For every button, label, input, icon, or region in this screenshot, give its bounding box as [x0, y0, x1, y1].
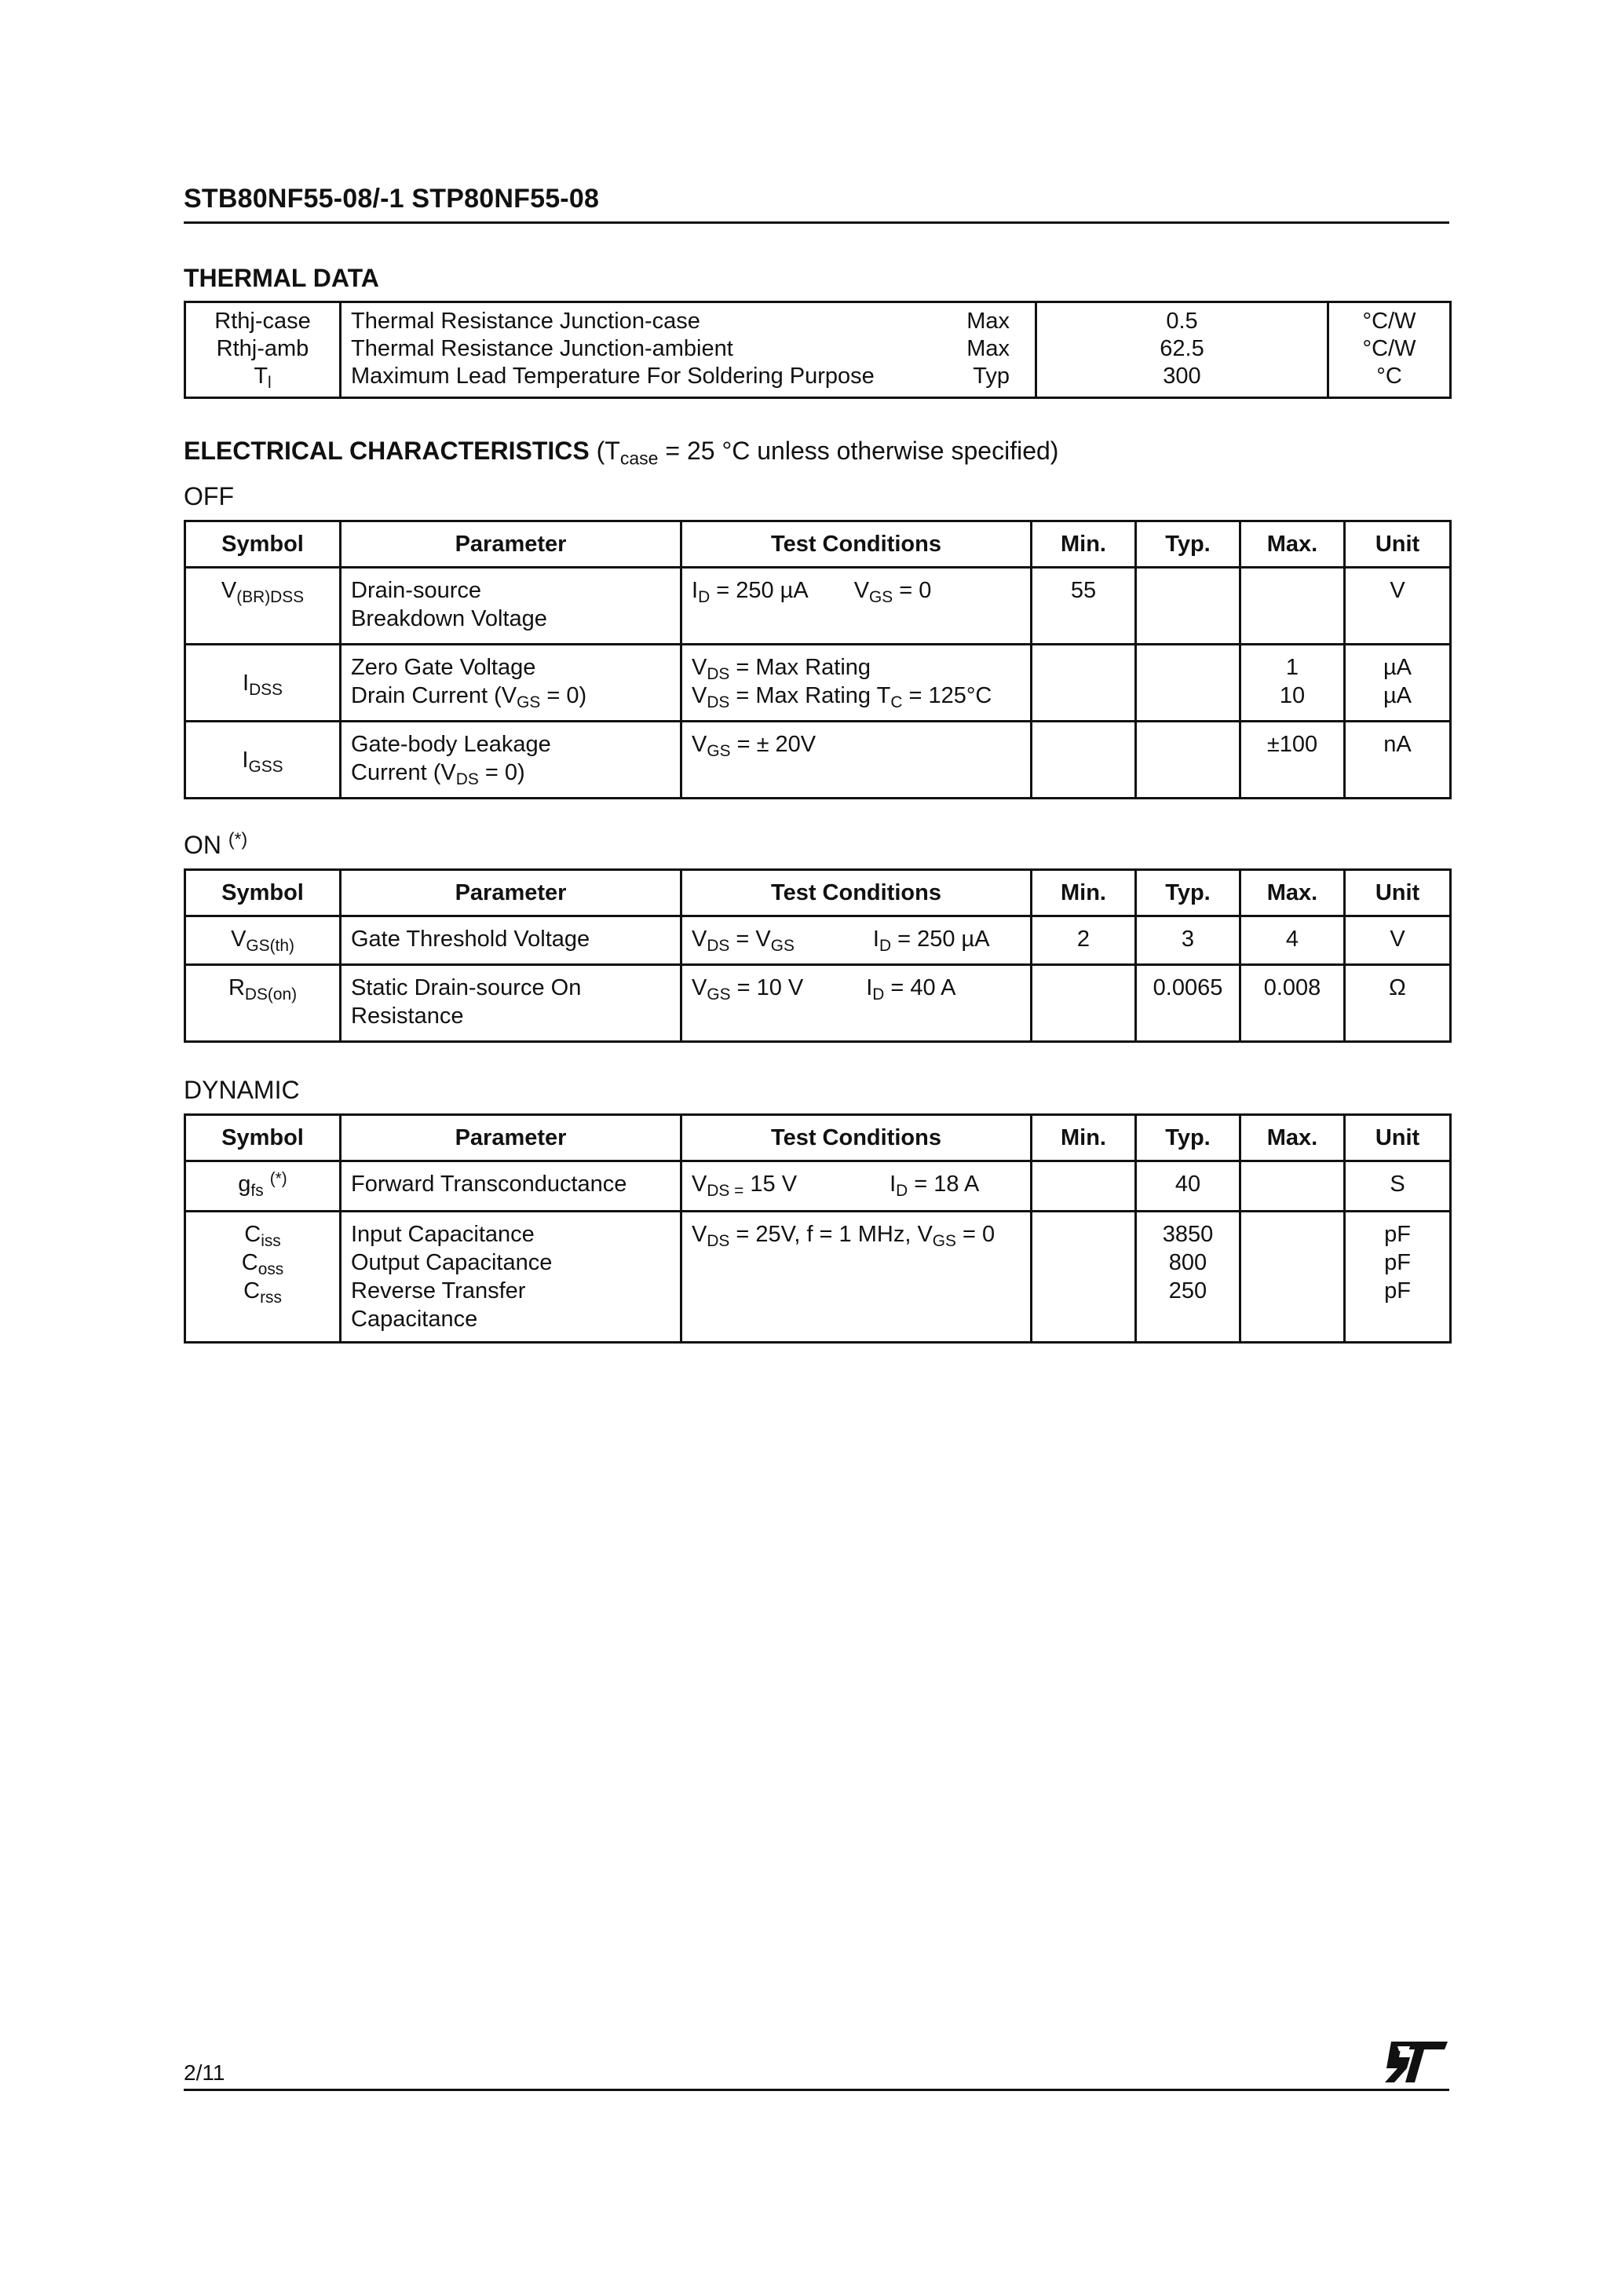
thermal-data-heading: THERMAL DATA [184, 264, 379, 292]
column-header-symbol: Symbol [185, 1115, 341, 1161]
thermal-table-row [185, 302, 1451, 398]
table-header-row [185, 1115, 1451, 1161]
thermal-symbol: Rthj-case [214, 309, 311, 334]
test-conditions-cell: $V_{GS}$ = ± 20V [681, 722, 1032, 799]
symbol-cell: $I_{GSS}$ [185, 722, 341, 799]
table-row [185, 645, 1451, 722]
test-conditions-cell: $I_D = 250$ µA $V_{GS} = 0$ [681, 568, 1032, 645]
column-header-symbol: Symbol [185, 521, 341, 568]
thermal-parameter: Maximum Lead Temperature For Soldering Purpose Typ [351, 364, 1010, 389]
thermal-value: 300 [1163, 364, 1201, 389]
thermal-unit-cell [1328, 302, 1451, 398]
parameter-cell: Forward Transconductance [341, 1161, 681, 1212]
typ-cell [1136, 645, 1240, 722]
off-table [184, 520, 1452, 799]
column-header-test-conditions: Test Conditions [681, 870, 1032, 916]
column-header-typ: Typ. [1136, 521, 1240, 568]
column-header-min: Min. [1032, 870, 1136, 916]
min-cell: 2 [1032, 916, 1136, 965]
symbol-cell: $g_{fs}$ (*) [185, 1161, 341, 1212]
max-cell: 0.008 [1240, 965, 1345, 1042]
symbol-cell: $V_{GS(th)}$ [185, 916, 341, 965]
min-cell [1032, 645, 1136, 722]
on-heading: ON (*) [184, 828, 248, 859]
footer-divider [184, 2089, 1449, 2091]
column-header-typ: Typ. [1136, 870, 1240, 916]
dynamic-heading: DYNAMIC [184, 1076, 300, 1104]
max-cell [1240, 1212, 1345, 1343]
column-header-max: Max. [1240, 1115, 1345, 1161]
typ-cell: 3 [1136, 916, 1240, 965]
parameter-cell: Input Capacitance Output Capacitance Reverse Transfer Capacitance [341, 1212, 681, 1343]
max-cell: ±100 [1240, 722, 1345, 799]
symbol-cell: $I_{DSS}$ [185, 645, 341, 722]
parameter-cell: Gate Threshold Voltage [341, 916, 681, 965]
table-row [185, 722, 1451, 799]
symbol-cell: $R_{DS(on)}$ [185, 965, 341, 1042]
column-header-symbol: Symbol [185, 870, 341, 916]
table-row [185, 1161, 1451, 1212]
thermal-parameter: Thermal Resistance Junction-case Max [351, 309, 1010, 334]
max-cell [1240, 1161, 1345, 1212]
unit-cell: Ω [1345, 965, 1451, 1042]
thermal-value-cell [1036, 302, 1328, 398]
table-row [185, 965, 1451, 1042]
thermal-symbol: $T_l$ [254, 364, 272, 392]
column-header-unit: Unit [1345, 870, 1451, 916]
column-header-unit: Unit [1345, 521, 1451, 568]
column-header-parameter: Parameter [341, 870, 681, 916]
test-conditions-cell: $V_{DS} = 25V$, f = 1 MHz, $V_{GS} = 0$ [681, 1212, 1032, 1343]
column-header-test-conditions: Test Conditions [681, 521, 1032, 568]
column-header-test-conditions: Test Conditions [681, 1115, 1032, 1161]
unit-cell: µA µA [1345, 645, 1451, 722]
column-header-parameter: Parameter [341, 521, 681, 568]
column-header-parameter: Parameter [341, 1115, 681, 1161]
parameter-cell: Static Drain-source On Resistance [341, 965, 681, 1042]
typ-cell [1136, 722, 1240, 799]
column-header-min: Min. [1032, 1115, 1136, 1161]
thermal-parameter: Thermal Resistance Junction-ambient Max [351, 336, 1010, 361]
test-conditions-cell: $V_{GS} = 10$ V $I_D = 40$ A [681, 965, 1032, 1042]
unit-cell: pF pF pF [1345, 1212, 1451, 1343]
symbol-cell: $C_{iss}$ $C_{oss}$ $C_{rss}$ [185, 1212, 341, 1343]
title-divider [184, 221, 1449, 224]
parameter-cell: Gate-body Leakage Current $(V_{DS} = 0)$ [341, 722, 681, 799]
page-number: 2/11 [184, 2060, 225, 2085]
column-header-max: Max. [1240, 521, 1345, 568]
max-cell: 1 10 [1240, 645, 1345, 722]
thermal-value: 62.5 [1160, 336, 1204, 361]
thermal-unit: °C/W [1362, 336, 1416, 361]
symbol-cell: $V_{(BR)DSS}$ [185, 568, 341, 645]
min-cell: 55 [1032, 568, 1136, 645]
table-row [185, 1212, 1451, 1343]
max-cell: 4 [1240, 916, 1345, 965]
thermal-value: 0.5 [1166, 309, 1198, 334]
document-title: STB80NF55-08/-1 STP80NF55-08 [184, 184, 600, 214]
on-heading-note: (*) [228, 828, 248, 850]
typ-cell: 40 [1136, 1161, 1240, 1212]
unit-cell: S [1345, 1161, 1451, 1212]
unit-cell: nA [1345, 722, 1451, 799]
column-header-min: Min. [1032, 521, 1136, 568]
test-conditions-cell: $V_{DS} = V_{GS}$ $I_D = 250$ µA [681, 916, 1032, 965]
thermal-data-table [184, 301, 1452, 399]
min-cell [1032, 722, 1136, 799]
unit-cell: V [1345, 916, 1451, 965]
max-cell [1240, 568, 1345, 645]
test-conditions-cell: $V_{DS}$ = Max Rating $V_{DS}$ = Max Rating $T_C = 125^\circ C$ [681, 645, 1032, 722]
min-cell [1032, 1161, 1136, 1212]
st-logo-icon [1383, 2040, 1449, 2089]
dynamic-table [184, 1113, 1452, 1344]
test-conditions-cell: $V_{DS =}$ 15 V $I_D = 18$ A [681, 1161, 1032, 1212]
table-header-row [185, 870, 1451, 916]
off-heading: OFF [184, 482, 234, 510]
parameter-cell: Drain-source Breakdown Voltage [341, 568, 681, 645]
table-header-row [185, 521, 1451, 568]
table-row [185, 916, 1451, 965]
min-cell [1032, 965, 1136, 1042]
column-header-typ: Typ. [1136, 1115, 1240, 1161]
typ-cell [1136, 568, 1240, 645]
typ-cell: 3850 800 250 [1136, 1212, 1240, 1343]
unit-cell: V [1345, 568, 1451, 645]
min-cell [1032, 1212, 1136, 1343]
on-table [184, 868, 1452, 1043]
thermal-parameter-cell [341, 302, 1036, 398]
thermal-unit: °C [1376, 364, 1402, 389]
table-row [185, 568, 1451, 645]
thermal-symbol-cell [185, 302, 341, 398]
typ-cell: 0.0065 [1136, 965, 1240, 1042]
thermal-symbol: Rthj-amb [216, 336, 309, 361]
parameter-cell: Zero Gate Voltage Drain Current $(V_{GS} = 0)$ [341, 645, 681, 722]
column-header-unit: Unit [1345, 1115, 1451, 1161]
electrical-characteristics-heading: ELECTRICAL CHARACTERISTICS ($T_{case} = 25$ °C unless otherwise specified) [184, 437, 1059, 469]
thermal-unit: °C/W [1362, 309, 1416, 334]
column-header-max: Max. [1240, 870, 1345, 916]
